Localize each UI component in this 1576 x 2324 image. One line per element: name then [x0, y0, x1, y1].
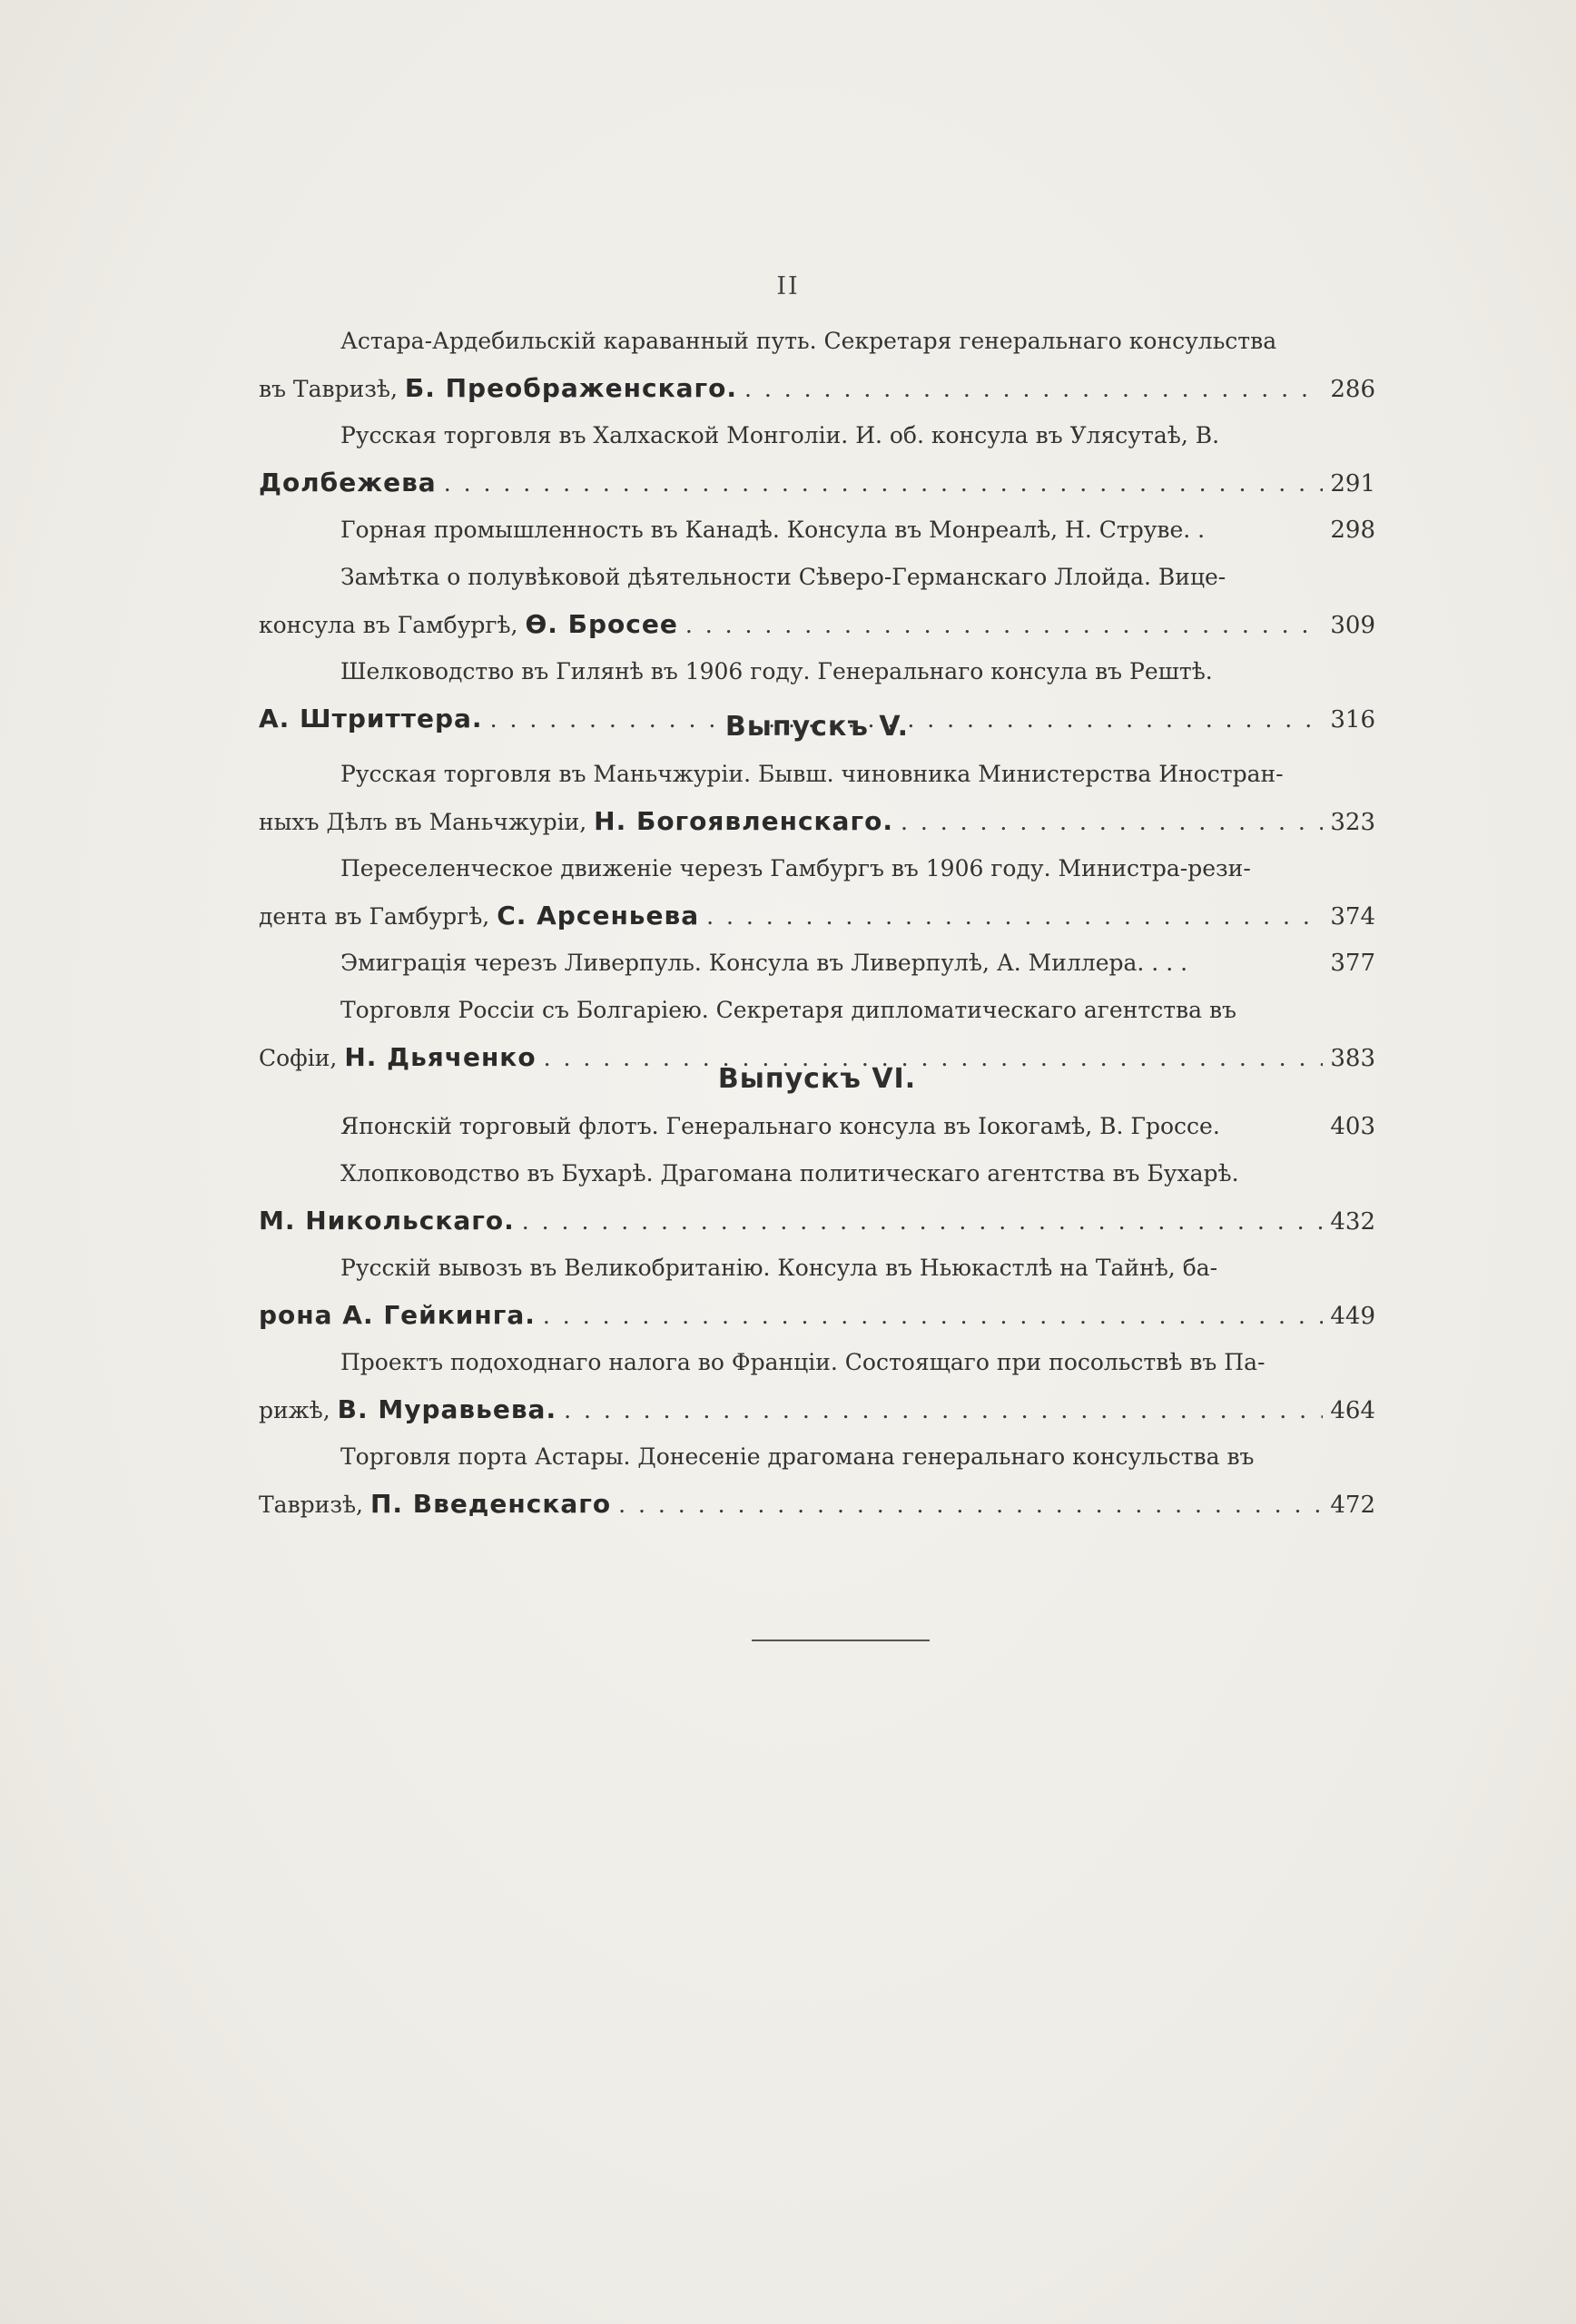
entry-title-line: Замѣтка о полувѣковой дѣятельности Сѣверо-Германскаго Ллойда. Вице-	[340, 564, 1226, 590]
entry-title-line: Русская торговля въ Маньчжуріи. Бывш. чиновника Министерства Иностран-	[340, 761, 1284, 787]
entry-title-line: Астара-Ардебильскій караванный путь. Секретаря генеральнаго консульства	[340, 328, 1277, 354]
leader-dots	[543, 1293, 1323, 1340]
entry-single-line	[259, 940, 1375, 987]
entry-prefix: Софіи,	[259, 1045, 338, 1071]
closing-rule	[752, 1640, 930, 1641]
leader-dots	[901, 799, 1323, 846]
leader-dots	[706, 893, 1323, 940]
entry-title-line: Японскій торговый флотъ. Генеральнаго консула въ Іокогамѣ, В. Гроссе.	[340, 1113, 1220, 1139]
entry-title-line: Эмиграція черезъ Ливерпуль. Консула въ Ливерпулѣ, А. Миллера. . . .	[340, 950, 1188, 976]
leader-dots	[522, 1198, 1324, 1246]
section-heading: Выпускъ VI.	[717, 1063, 917, 1095]
entry-page: 309	[1330, 612, 1375, 639]
entry-page: 323	[1330, 809, 1375, 836]
entry-title-line: Торговля Россіи съ Болгаріею. Секретаря дипломатическаго агентства въ	[340, 997, 1236, 1023]
entry-author: Ѳ. Бросее	[525, 609, 678, 639]
leader-dots	[618, 1482, 1323, 1529]
entry-title-line: Переселенческое движеніе черезъ Гамбургъ въ 1906 году. Министра-рези-	[340, 855, 1251, 881]
toc-entry	[259, 1103, 1375, 1150]
entry-single-line	[259, 1103, 1375, 1150]
entry-page: 432	[1330, 1208, 1375, 1236]
entry-author-line	[259, 1481, 1375, 1528]
entry-page: 316	[1330, 706, 1375, 734]
entry-author: Н. Богоявленскаго.	[594, 806, 893, 836]
entry-prefix: ныхъ Дѣлъ въ Маньчжуріи,	[259, 809, 587, 835]
entry-page: 377	[1330, 950, 1375, 977]
toc-entry	[259, 318, 1375, 412]
toc-entry	[259, 412, 1375, 507]
entry-prefix: рижѣ,	[259, 1397, 330, 1423]
entry-page: 286	[1330, 376, 1375, 403]
entry-page: 291	[1330, 470, 1375, 497]
entry-author: Долбежева	[259, 468, 437, 497]
leader-dots	[744, 366, 1323, 413]
leader-dots	[444, 460, 1324, 507]
toc-section-iv	[259, 318, 1375, 743]
entry-page: 403	[1330, 1113, 1375, 1140]
entry-author: рона А. Гейкинга.	[259, 1300, 536, 1330]
toc-entry	[259, 1150, 1375, 1245]
entry-page: 383	[1330, 1045, 1375, 1072]
entry-author: А. Штриттера.	[259, 704, 483, 734]
entry-page: 449	[1330, 1303, 1375, 1330]
entry-author: С. Арсеньева	[497, 901, 700, 931]
entry-title-line: Проектъ подоходнаго налога во Франціи. Состоящаго при посольствѣ въ Па-	[340, 1349, 1266, 1375]
entry-author: Б. Преображенскаго.	[404, 373, 737, 403]
toc-section-vi	[259, 1056, 1375, 1528]
entry-author-line	[259, 798, 1375, 845]
toc-section-v	[259, 704, 1375, 1081]
entry-title-line: Горная промышленность въ Канадѣ. Консула въ Монреалѣ, Н. Струве. .	[340, 517, 1206, 543]
entry-title-line: Хлопководство въ Бухарѣ. Драгомана политическаго агентства въ Бухарѣ.	[340, 1160, 1239, 1187]
page-number: II	[776, 272, 800, 300]
toc-entry	[259, 940, 1375, 987]
entry-prefix: консула въ Гамбургѣ,	[259, 612, 518, 638]
entry-author: М. Никольскаго.	[259, 1206, 515, 1236]
toc-entry	[259, 1245, 1375, 1339]
section-heading: Выпускъ V.	[724, 711, 910, 743]
entry-page: 298	[1330, 517, 1375, 544]
entry-author-line	[259, 365, 1375, 412]
leader-dots	[685, 602, 1324, 649]
entry-author: П. Введенскаго	[369, 1489, 612, 1519]
entry-page: 472	[1330, 1492, 1375, 1519]
toc-entry	[259, 1433, 1375, 1528]
entry-author-line	[259, 1197, 1375, 1245]
toc-entry	[259, 751, 1375, 845]
entry-page: 374	[1330, 903, 1375, 931]
toc-entry	[259, 1339, 1375, 1433]
entry-author: Н. Дьяченко	[344, 1042, 537, 1072]
toc-entry	[259, 845, 1375, 940]
entry-author-line	[259, 1292, 1375, 1339]
entry-title-line: Русскій вывозъ въ Великобританію. Консула въ Ньюкастлѣ на Тайнѣ, ба-	[340, 1255, 1218, 1281]
leader-dots	[564, 1387, 1323, 1434]
entry-author-line	[259, 601, 1375, 648]
entry-author: В. Муравьева.	[337, 1394, 557, 1424]
toc-entry	[259, 507, 1375, 554]
entry-author-line	[259, 459, 1375, 507]
entry-page: 464	[1330, 1397, 1375, 1424]
entry-author-line	[259, 1386, 1375, 1433]
entry-single-line	[259, 507, 1375, 554]
entry-title-line: Шелководство въ Гилянѣ въ 1906 году. Генеральнаго консула въ Рештѣ.	[340, 658, 1213, 684]
entry-title-line: Русская торговля въ Халхаской Монголіи. И. об. консула въ Улясутаѣ, В.	[340, 422, 1220, 448]
entry-prefix: въ Тавризѣ,	[259, 376, 398, 402]
toc-entry	[259, 554, 1375, 648]
entry-prefix: дента въ Гамбургѣ,	[259, 903, 490, 930]
entry-title-line: Торговля порта Астары. Донесеніе драгомана генеральнаго консульства въ	[340, 1443, 1255, 1470]
entry-author-line	[259, 892, 1375, 940]
entry-prefix: Тавризѣ,	[259, 1492, 363, 1518]
